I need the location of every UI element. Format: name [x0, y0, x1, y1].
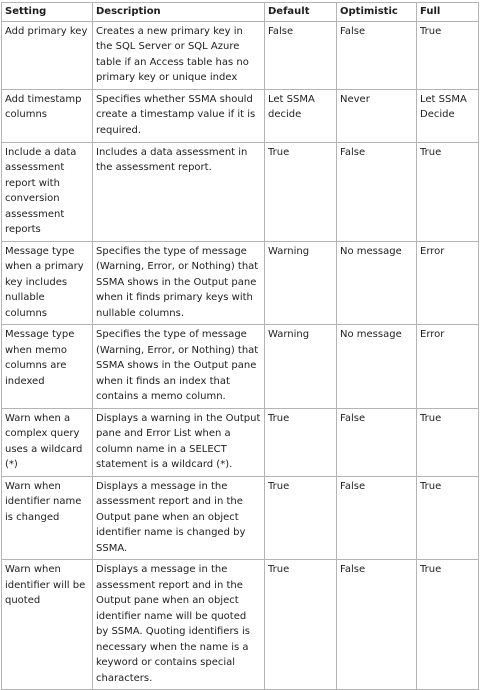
cell-setting: Warn when identifier will be quoted [2, 560, 93, 690]
cell-optimistic: False [337, 142, 417, 241]
cell-full: True [417, 560, 479, 690]
cell-default: True [265, 560, 337, 690]
cell-default: Let SSMA decide [265, 89, 337, 142]
cell-description: Specifies whether SSMA should create a timestamp value if it is required. [93, 89, 265, 142]
cell-full: True [417, 142, 479, 241]
cell-optimistic: False [337, 476, 417, 560]
cell-setting: Include a data assessment report with conversion assessment reports [2, 142, 93, 241]
cell-optimistic: Never [337, 89, 417, 142]
cell-default: Warning [265, 325, 337, 409]
cell-setting: Add primary key [2, 21, 93, 89]
cell-description: Specifies the type of message (Warning, Error, or Nothing) that SSMA shows in the Output pane when it finds primary keys with nullable columns. [93, 241, 265, 325]
cell-setting: Warn when a complex query uses a wildcard (*) [2, 408, 93, 476]
cell-setting: Add timestamp columns [2, 89, 93, 142]
header-setting: Setting [2, 3, 93, 22]
cell-setting: Message type when memo columns are indexed [2, 325, 93, 409]
header-default: Default [265, 3, 337, 22]
cell-optimistic: False [337, 560, 417, 690]
settings-table [1, 2, 479, 690]
table-row [2, 408, 479, 476]
table-row [2, 325, 479, 409]
cell-full: Error [417, 241, 479, 325]
cell-default: True [265, 476, 337, 560]
cell-full: True [417, 408, 479, 476]
table-row [2, 476, 479, 560]
cell-default: False [265, 21, 337, 89]
cell-default: True [265, 408, 337, 476]
cell-optimistic: No message [337, 241, 417, 325]
header-row [2, 3, 479, 22]
cell-default: Warning [265, 241, 337, 325]
cell-description: Displays a message in the assessment report and in the Output pane when an object identifier name will be quoted by SSMA. Quoting identifiers is necessary when the name is a keyword or contains special characters. [93, 560, 265, 690]
table-row [2, 89, 479, 142]
table-row [2, 241, 479, 325]
table-row [2, 560, 479, 690]
cell-description: Creates a new primary key in the SQL Server or SQL Azure table if an Access table has no primary key or unique index [93, 21, 265, 89]
cell-description: Includes a data assessment in the assessment report. [93, 142, 265, 241]
header-optimistic: Optimistic [337, 3, 417, 22]
cell-full: Let SSMA Decide [417, 89, 479, 142]
cell-full: Error [417, 325, 479, 409]
cell-description: Displays a warning in the Output pane and Error List when a column name in a SELECT statement is a wildcard (*). [93, 408, 265, 476]
cell-optimistic: No message [337, 325, 417, 409]
cell-setting: Warn when identifier name is changed [2, 476, 93, 560]
cell-default: True [265, 142, 337, 241]
cell-full: True [417, 21, 479, 89]
cell-full: True [417, 476, 479, 560]
cell-description: Specifies the type of message (Warning, Error, or Nothing) that SSMA shows in the Output pane when it finds an index that contains a memo column. [93, 325, 265, 409]
table-row [2, 142, 479, 241]
cell-optimistic: False [337, 408, 417, 476]
table-row [2, 21, 479, 89]
cell-optimistic: False [337, 21, 417, 89]
header-description: Description [93, 3, 265, 22]
cell-setting: Message type when a primary key includes nullable columns [2, 241, 93, 325]
cell-description: Displays a message in the assessment report and in the Output pane when an object identifier name is changed by SSMA. [93, 476, 265, 560]
header-full: Full [417, 3, 479, 22]
